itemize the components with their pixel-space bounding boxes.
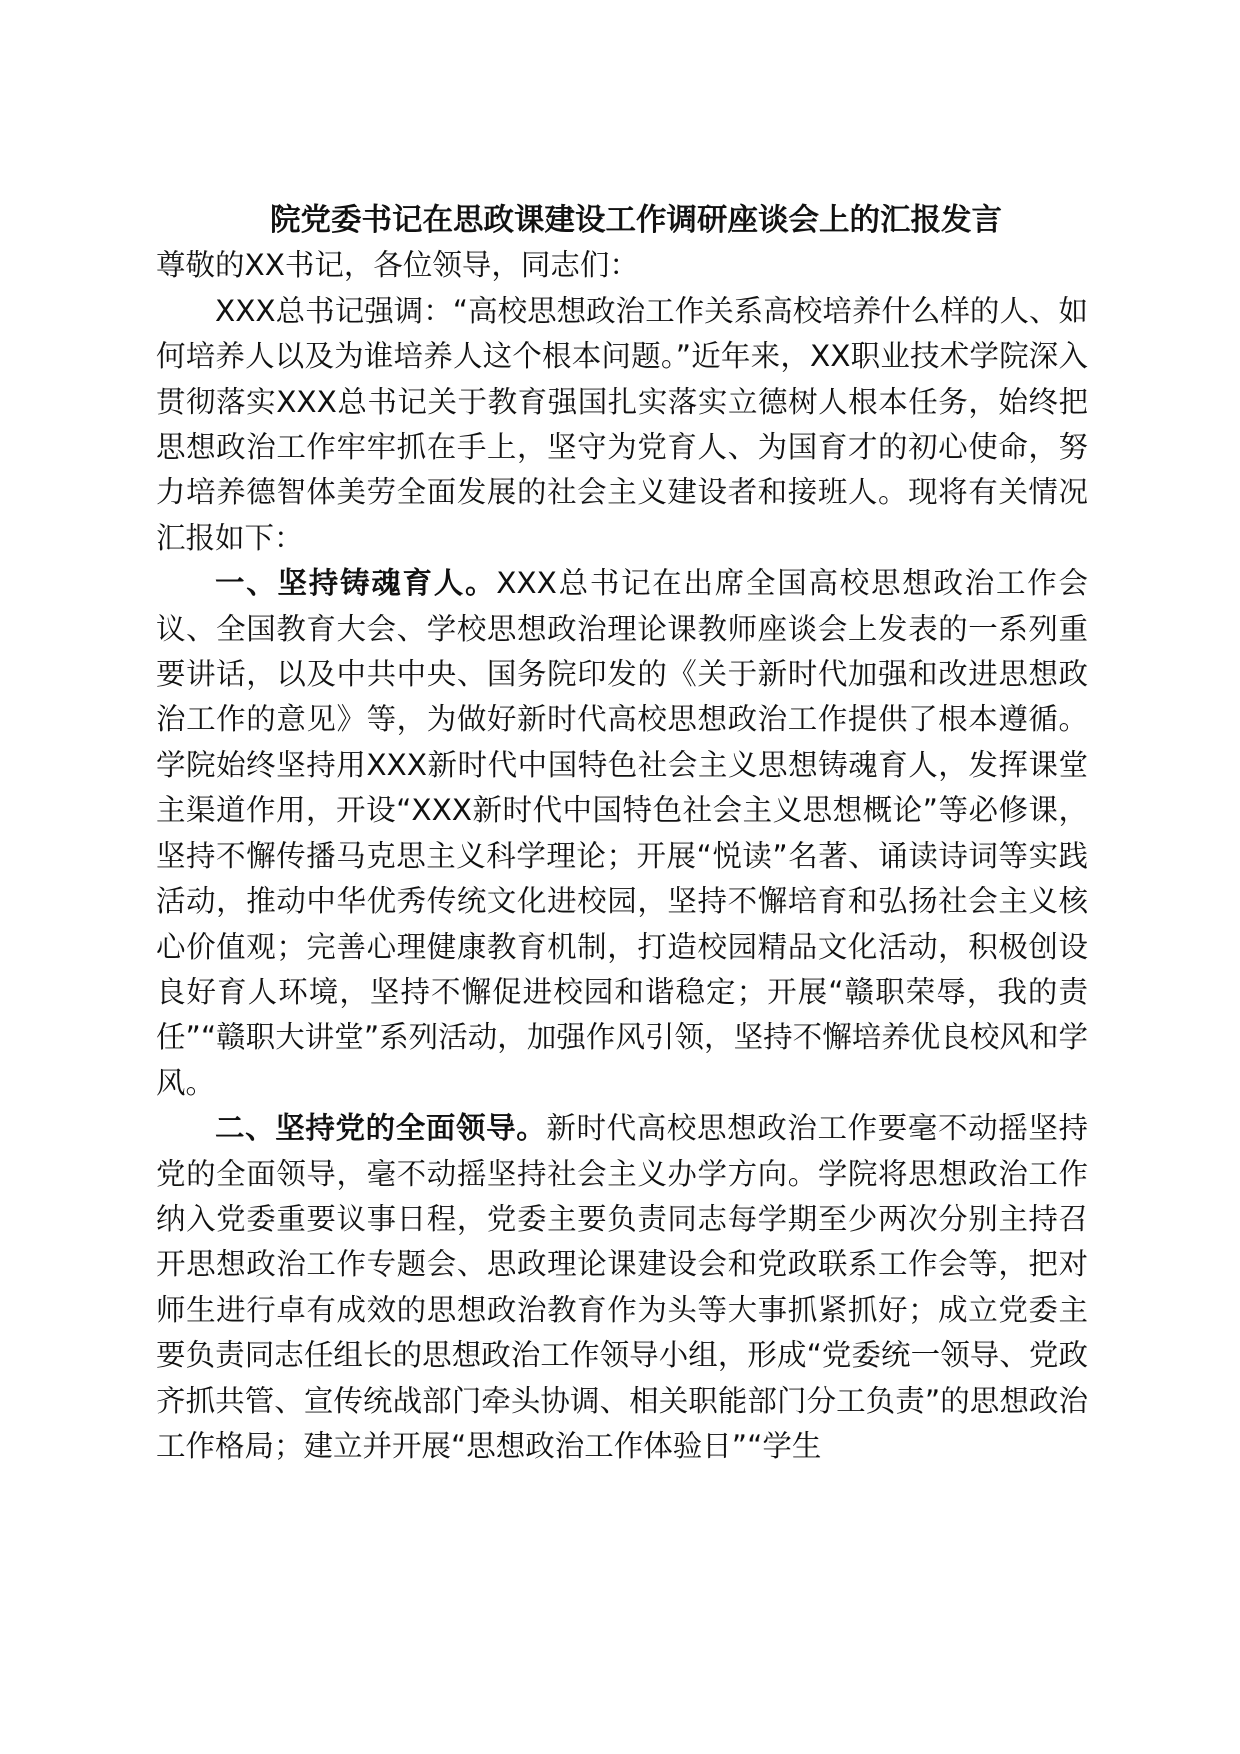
section-2-body: 新时代高校思想政治工作要毫不动摇坚持党的全面领导，毫不动摇坚持社会主义办学方向。学院将思想政治工作纳入党委重要议事日程，党委主要负责同志每学期至少两次分别主持召开思想政治工作专题会、思政理论课建设会和党政联系工作会等，把对师生进行卓有成效的思想政治教育作为头等大事抓紧抓好；成立党委主要负责同志任组长的思想政治工作领导小组，形成“党委统一领导、党政齐抓共管、宣传统战部门牵头协调、相关职能部门分工负责”的思想政治工作格局；建立并开展“思想政治工作体验日”“学生 bbox=[156, 1111, 1088, 1463]
intro-paragraph: XXX总书记强调：“高校思想政治工作关系高校培养什么样的人、如何培养人以及为谁培养人这个根本问题。”近年来，XX职业技术学院深入贯彻落实XXX总书记关于教育强国扎实落实立德树人根本任务，始终把思想政治工作牢牢抓在手上，坚守为党育人、为国育才的初心使命，努力培养德智体美劳全面发展的社会主义建设者和接班人。现将有关情况汇报如下： bbox=[156, 293, 1088, 555]
document-title: 院党委书记在思政课建设工作调研座谈会上的汇报发言 bbox=[270, 203, 1002, 238]
document-body bbox=[156, 198, 1088, 1469]
section-1-heading: 一、坚持铸魂育人。 bbox=[215, 566, 497, 601]
salutation: 尊敬的XX书记，各位领导，同志们： bbox=[156, 248, 639, 283]
section-1-body: XXX总书记在出席全国高校思想政治工作会议、全国教育大会、学校思想政治理论课教师座谈会上发表的一系列重要讲话，以及中共中央、国务院印发的《关于新时代加强和改进思想政治工作的意见》等，为做好新时代高校思想政治工作提供了根本遵循。学院始终坚持用XXX新时代中国特色社会主义思想铸魂育人，发挥课堂主渠道作用，开设“XXX新时代中国特色社会主义思想概论”等必修课，坚持不懈传播马克思主义科学理论；开展“悦读”名著、诵读诗词等实践活动，推动中华优秀传统文化进校园，坚持不懈培育和弘扬社会主义核心价值观；完善心理健康教育机制，打造校园精品文化活动，积极创设良好育人环境，坚持不懈促进校园和谐稳定；开展“赣职荣辱，我的责任”“赣职大讲堂”系列活动，加强作风引领，坚持不懈培养优良校风和学风。 bbox=[156, 566, 1088, 1100]
section-2-paragraph bbox=[156, 1106, 1088, 1469]
section-2-heading: 二、坚持党的全面领导。 bbox=[215, 1111, 547, 1146]
section-1-paragraph bbox=[156, 561, 1088, 1106]
